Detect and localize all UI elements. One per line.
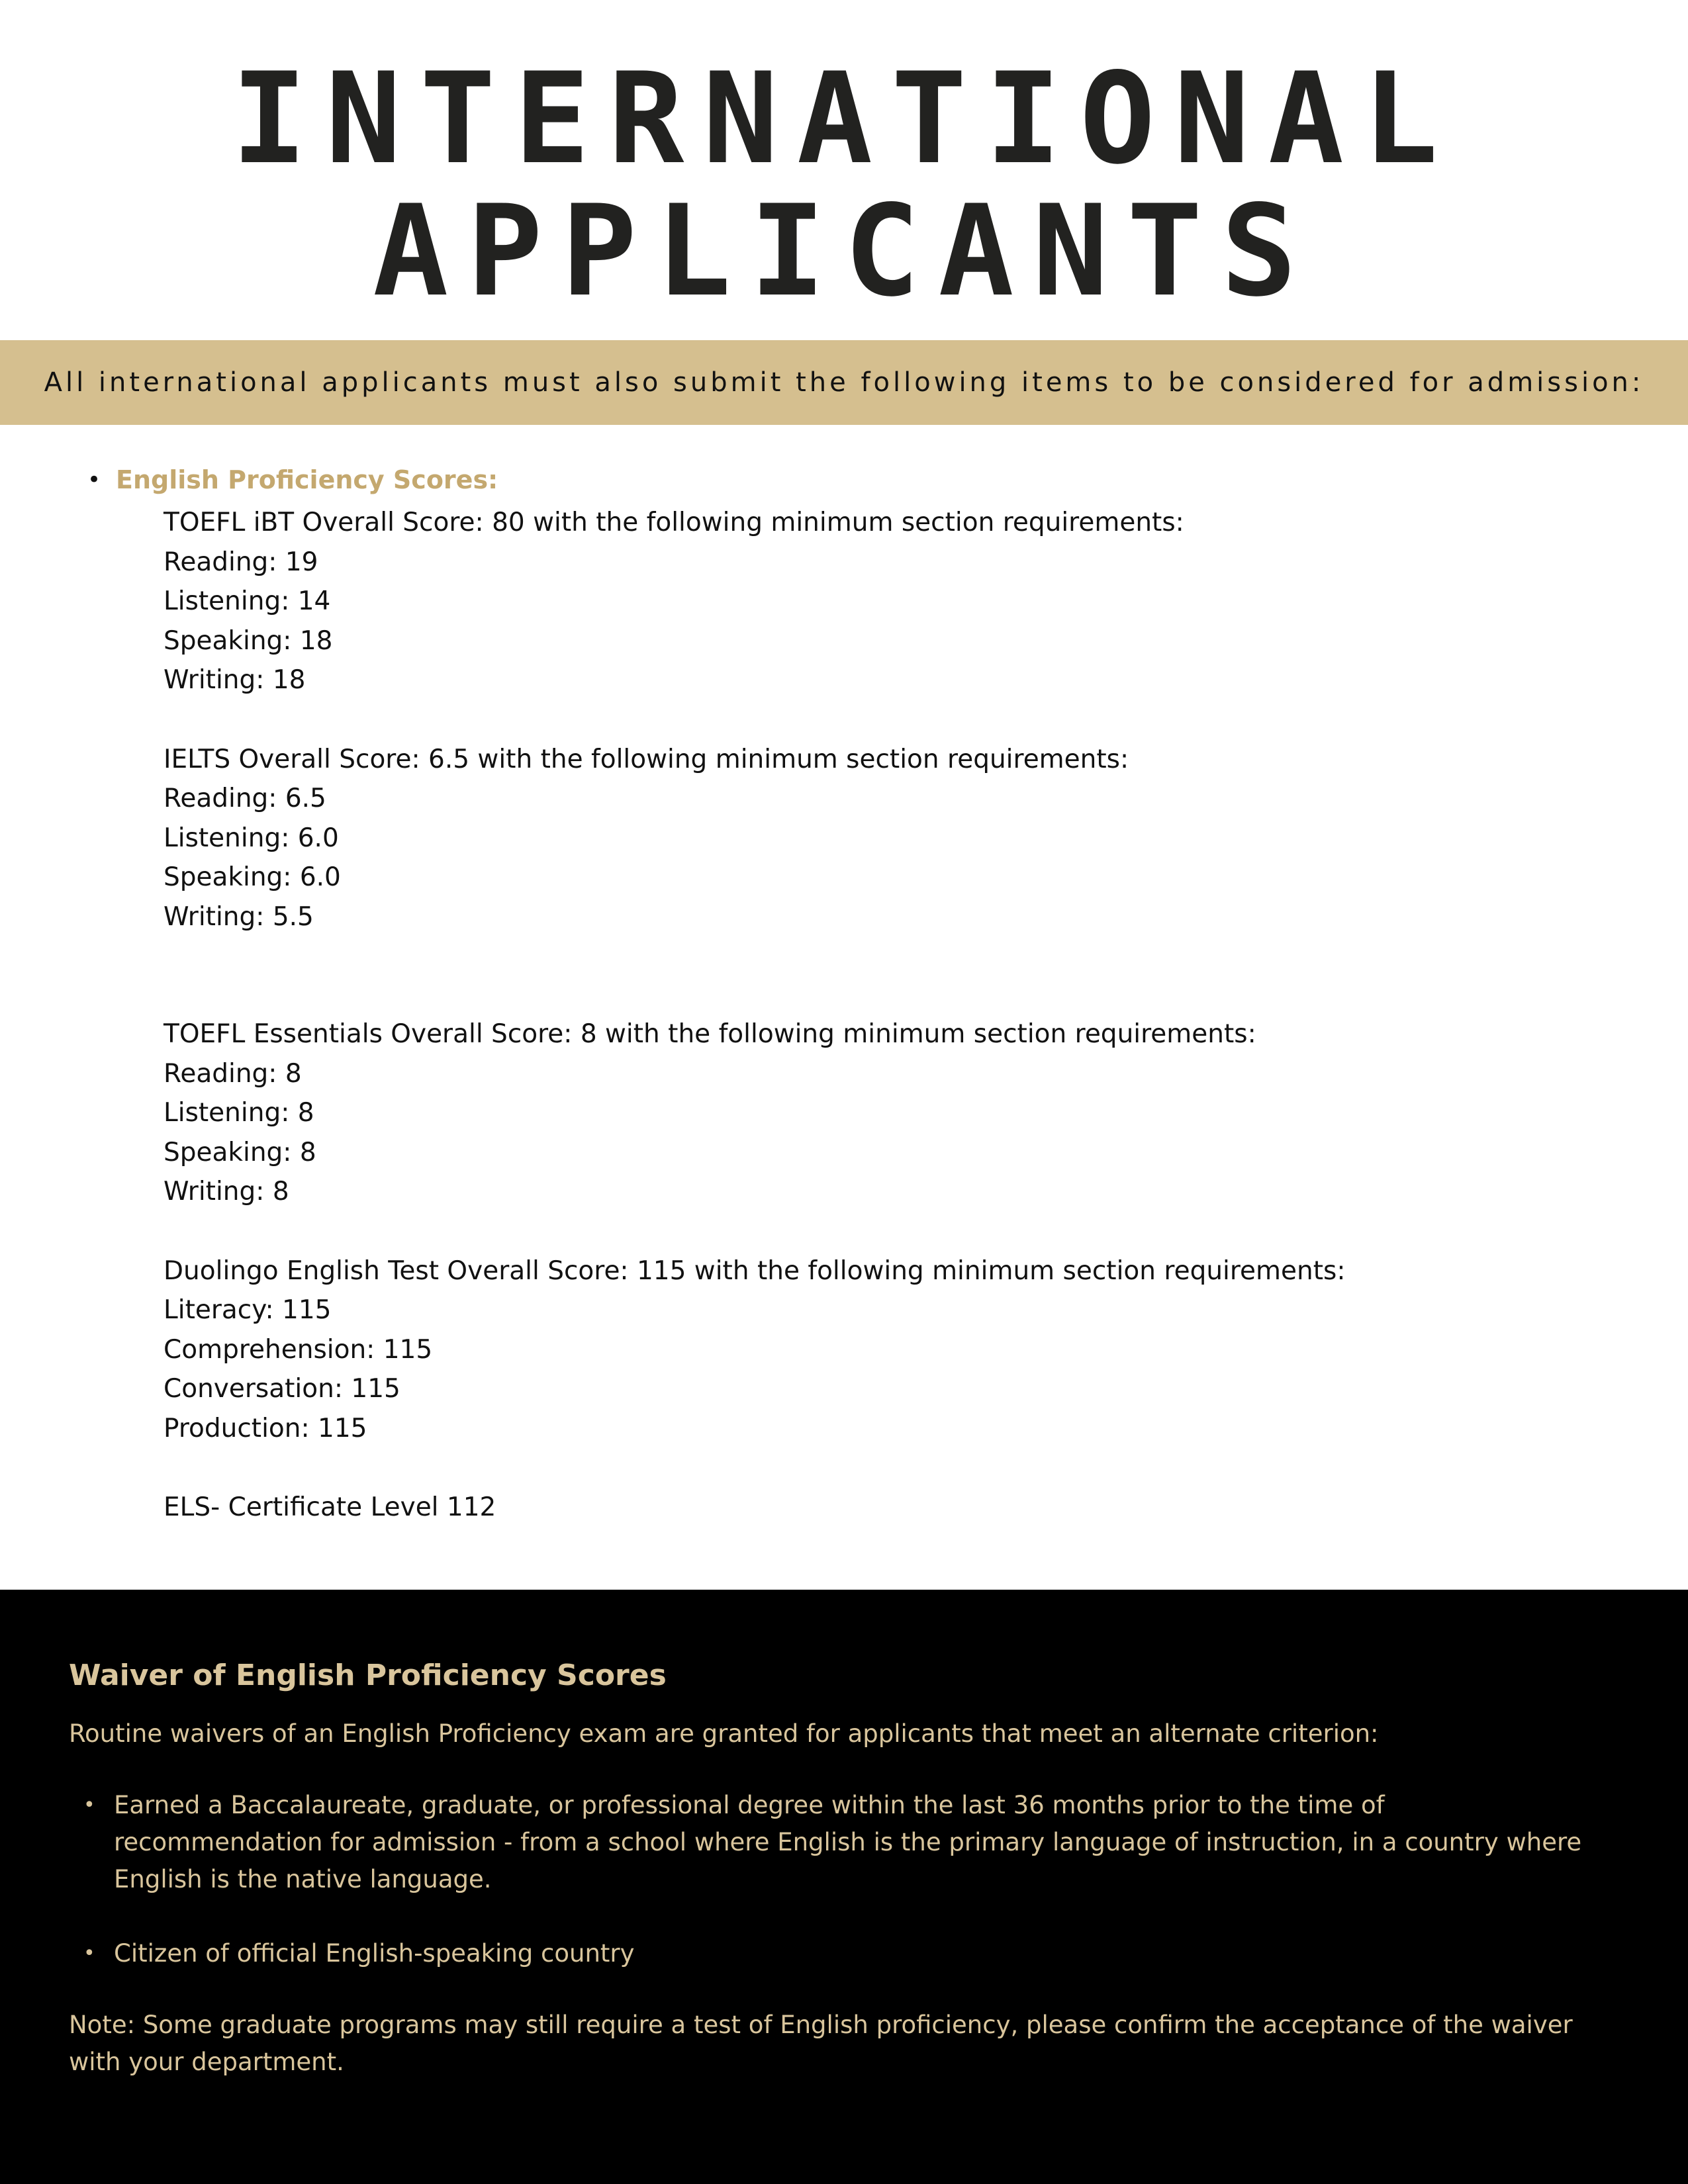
toefl-essentials-block	[164, 1015, 1688, 1212]
waiver-note: Note: Some graduate programs may still require a test of English proficiency, please confirm the acceptance of the waiver with your department.	[69, 2011, 1573, 2076]
toefl-ibt-block	[164, 503, 1688, 700]
waiver-criterion	[69, 1935, 1591, 1972]
waiver-criteria-list	[69, 1787, 1591, 1972]
test-score-list	[0, 503, 1688, 1527]
section-requirement: Writing: 8	[164, 1177, 289, 1206]
section-requirement: Production: 115	[164, 1413, 367, 1443]
section-requirement: Listening: 8	[164, 1098, 314, 1128]
bullet-icon: •	[83, 1942, 95, 1965]
page-title-line-2: APPLICANTS	[373, 178, 1315, 324]
section-requirement: Comprehension: 115	[164, 1334, 433, 1365]
section-requirement: Writing: 18	[164, 665, 306, 695]
bullet-icon: •	[87, 467, 101, 493]
requirements-banner	[0, 340, 1688, 425]
section-requirement: Reading: 6.5	[164, 784, 326, 813]
test-title: IELTS Overall Score: 6.5 with the following minimum section requirements:	[164, 744, 1129, 774]
waiver-intro: Routine waivers of an English Proficiency exam are granted for applicants that meet an alternate criterion:	[69, 1719, 1379, 1748]
waiver-criterion	[69, 1787, 1591, 1898]
section-requirement: Listening: 6.0	[164, 823, 339, 853]
duolingo-block	[164, 1251, 1688, 1449]
waiver-section	[0, 1590, 1688, 2184]
page-title	[0, 46, 1688, 324]
waiver-criterion-text: Earned a Baccalaureate, graduate, or professional degree within the last 36 months prior to the time of recommendation for admission - from a school where English is the primary language of instruction, in a country where English is the native language.	[114, 1791, 1582, 1893]
ielts-block	[164, 740, 1688, 937]
test-title: TOEFL Essentials Overall Score: 8 with the following minimum section requirements:	[164, 1019, 1256, 1049]
section-requirement: Writing: 5.5	[164, 901, 314, 932]
bullet-icon: •	[83, 1794, 95, 1817]
section-requirement: Conversation: 115	[164, 1374, 400, 1404]
banner-text: All international applicants must also submit the following items to be considered for admission:	[44, 367, 1644, 398]
english-proficiency-item	[0, 457, 1688, 503]
section-requirement: Listening: 14	[164, 586, 331, 616]
english-proficiency-heading: English Proficiency Scores:	[116, 465, 498, 494]
section-requirement: Speaking: 8	[164, 1137, 316, 1167]
english-proficiency-section	[0, 457, 1688, 1527]
test-title: TOEFL iBT Overall Score: 80 with the following minimum section requirements:	[164, 508, 1184, 537]
els-requirement: ELS- Certificate Level 112	[164, 1492, 496, 1522]
section-requirement: Reading: 8	[164, 1058, 302, 1089]
section-requirement: Speaking: 6.0	[164, 862, 341, 892]
section-requirement: Reading: 19	[164, 547, 318, 577]
waiver-heading: Waiver of English Proficiency Scores	[69, 1659, 667, 1692]
waiver-criterion-text: Citizen of official English-speaking country	[114, 1939, 635, 1968]
section-requirement: Speaking: 18	[164, 625, 333, 656]
test-title: Duolingo English Test Overall Score: 115 with the following minimum section requirements:	[164, 1255, 1346, 1286]
section-requirement: Literacy: 115	[164, 1295, 332, 1325]
page-title-line-1: INTERNATIONAL	[231, 46, 1457, 192]
